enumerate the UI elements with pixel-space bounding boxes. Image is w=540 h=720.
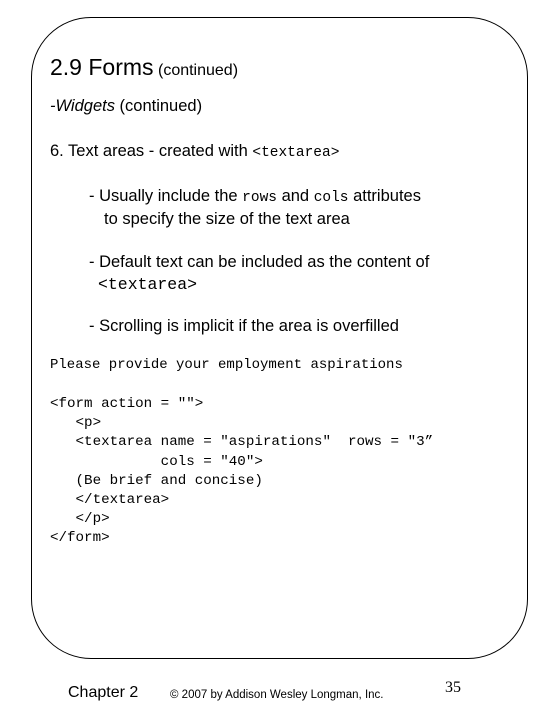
subheading <box>50 97 202 116</box>
code-line: </p> <box>50 511 110 528</box>
code-line: (Be brief and concise) <box>50 472 263 489</box>
code-line: <p> <box>50 415 102 432</box>
item-6-code: <textarea> <box>252 145 340 161</box>
slide-title <box>50 54 238 81</box>
footer-copyright: © 2007 by Addison Wesley Longman, Inc. <box>170 689 384 701</box>
code-line: </textarea> <box>50 492 170 509</box>
code-block <box>50 395 433 549</box>
bullet-2-line-2: <textarea> <box>98 275 198 294</box>
title-main: 2.9 Forms <box>50 54 154 80</box>
code-line: cols = "40"> <box>50 453 263 470</box>
bullet-1-code-cols: cols <box>313 190 349 206</box>
bullet-1-code-rows: rows <box>242 190 277 206</box>
page-number: 35 <box>445 679 461 696</box>
bullet-default-text: - Default text can be included as the content of <box>89 253 430 271</box>
code-line: <form action = ""> <box>50 396 204 412</box>
subheading-italic: -Widgets <box>50 97 115 115</box>
bullet-scrolling: - Scrolling is implicit if the area is overfilled <box>89 317 399 335</box>
prompt-text: Please provide your employment aspirations <box>50 357 403 373</box>
bullet-1-line-2: to specify the size of the text area <box>104 210 350 228</box>
subheading-rest: (continued) <box>114 97 203 115</box>
item-6 <box>50 142 339 161</box>
code-line: </form> <box>50 530 110 547</box>
title-suffix: (continued) <box>157 62 239 79</box>
bullet-1-pre: - Usually include the <box>89 187 243 205</box>
code-line: <textarea name = "aspirations" rows = "3” <box>50 434 434 451</box>
footer-chapter: Chapter 2 <box>68 684 139 701</box>
item-6-text: 6. Text areas - created with <box>50 142 253 160</box>
bullet-1-post: attributes <box>348 187 421 205</box>
bullet-1-mid: and <box>276 187 314 205</box>
